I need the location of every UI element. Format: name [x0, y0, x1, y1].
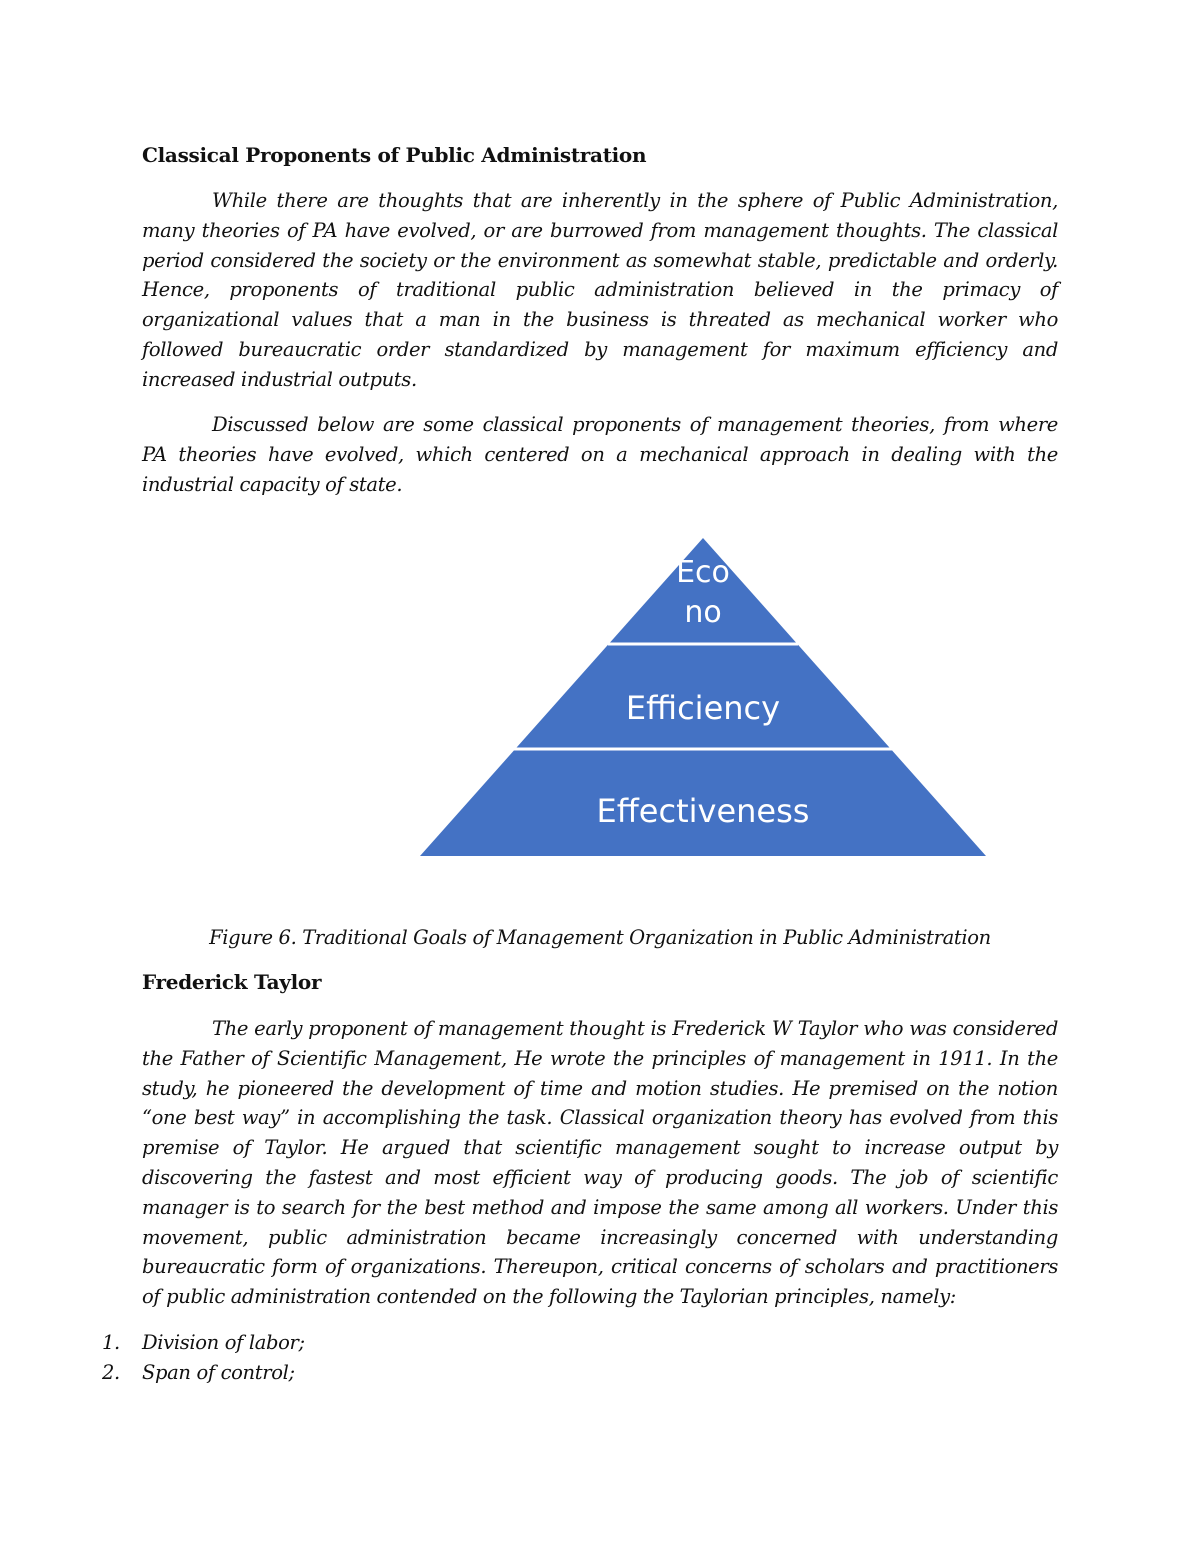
list-item-number: 2. [102, 1361, 120, 1384]
figure-caption: Figure 6. Traditional Goals of Management Organization in Public Administration [209, 926, 991, 949]
goals-pyramid-figure [420, 538, 986, 856]
list-item [102, 1328, 305, 1358]
pyramid-top-label-line1: Eco [676, 555, 730, 590]
taylorian-principles-list [102, 1328, 305, 1388]
intro-paragraph: While there are thoughts that are inherently in the sphere of Public Administration, many theories of PA have evolved, or are burrowed from management thoughts. The classical period considered the society or the environment as somewhat stable, predictable and orderly. Hence, proponents of traditional public administration believed in the primacy of organizational values that a man in the business is threated as mechanical worker who followed bureaucratic order standardized by management for maximum efficiency and increased industrial outputs. [142, 189, 1058, 391]
pyramid-top-label-line2: no [684, 595, 722, 630]
pyramid-svg [420, 538, 986, 856]
pyramid-bottom-label: Effectiveness [596, 792, 810, 830]
discussion-paragraph: Discussed below are some classical proponents of management theories, from where PA theories have evolved, which centered on a mechanical approach in dealing with the industrial capacity of state. [142, 413, 1058, 496]
taylor-heading: Frederick Taylor [142, 970, 322, 994]
list-item-text: Division of labor; [142, 1331, 305, 1354]
list-item [102, 1358, 305, 1388]
taylor-paragraph: The early proponent of management thought is Frederick W Taylor who was considered the Father of Scientific Management, He wrote the principles of management in 1911. In the study, he pioneered the development of time and motion studies. He premised on the notion “one best way” in accomplishing the task. Classical organization theory has evolved from this premise of Taylor. He argued that scientific management sought to increase output by discovering the fastest and most efficient way of producing goods. The job of scientific manager is to search for the best method and impose the same among all workers. Under this movement, public administration became increasingly concerned with understanding bureaucratic form of organizations. Thereupon, critical concerns of scholars and practitioners of public administration contended on the following the Taylorian principles, namely: [142, 1017, 1058, 1309]
list-item-number: 1. [102, 1331, 120, 1354]
pyramid-middle-label: Efficiency [625, 689, 781, 727]
section-heading: Classical Proponents of Public Administration [142, 143, 647, 167]
list-item-text: Span of control; [142, 1361, 295, 1384]
